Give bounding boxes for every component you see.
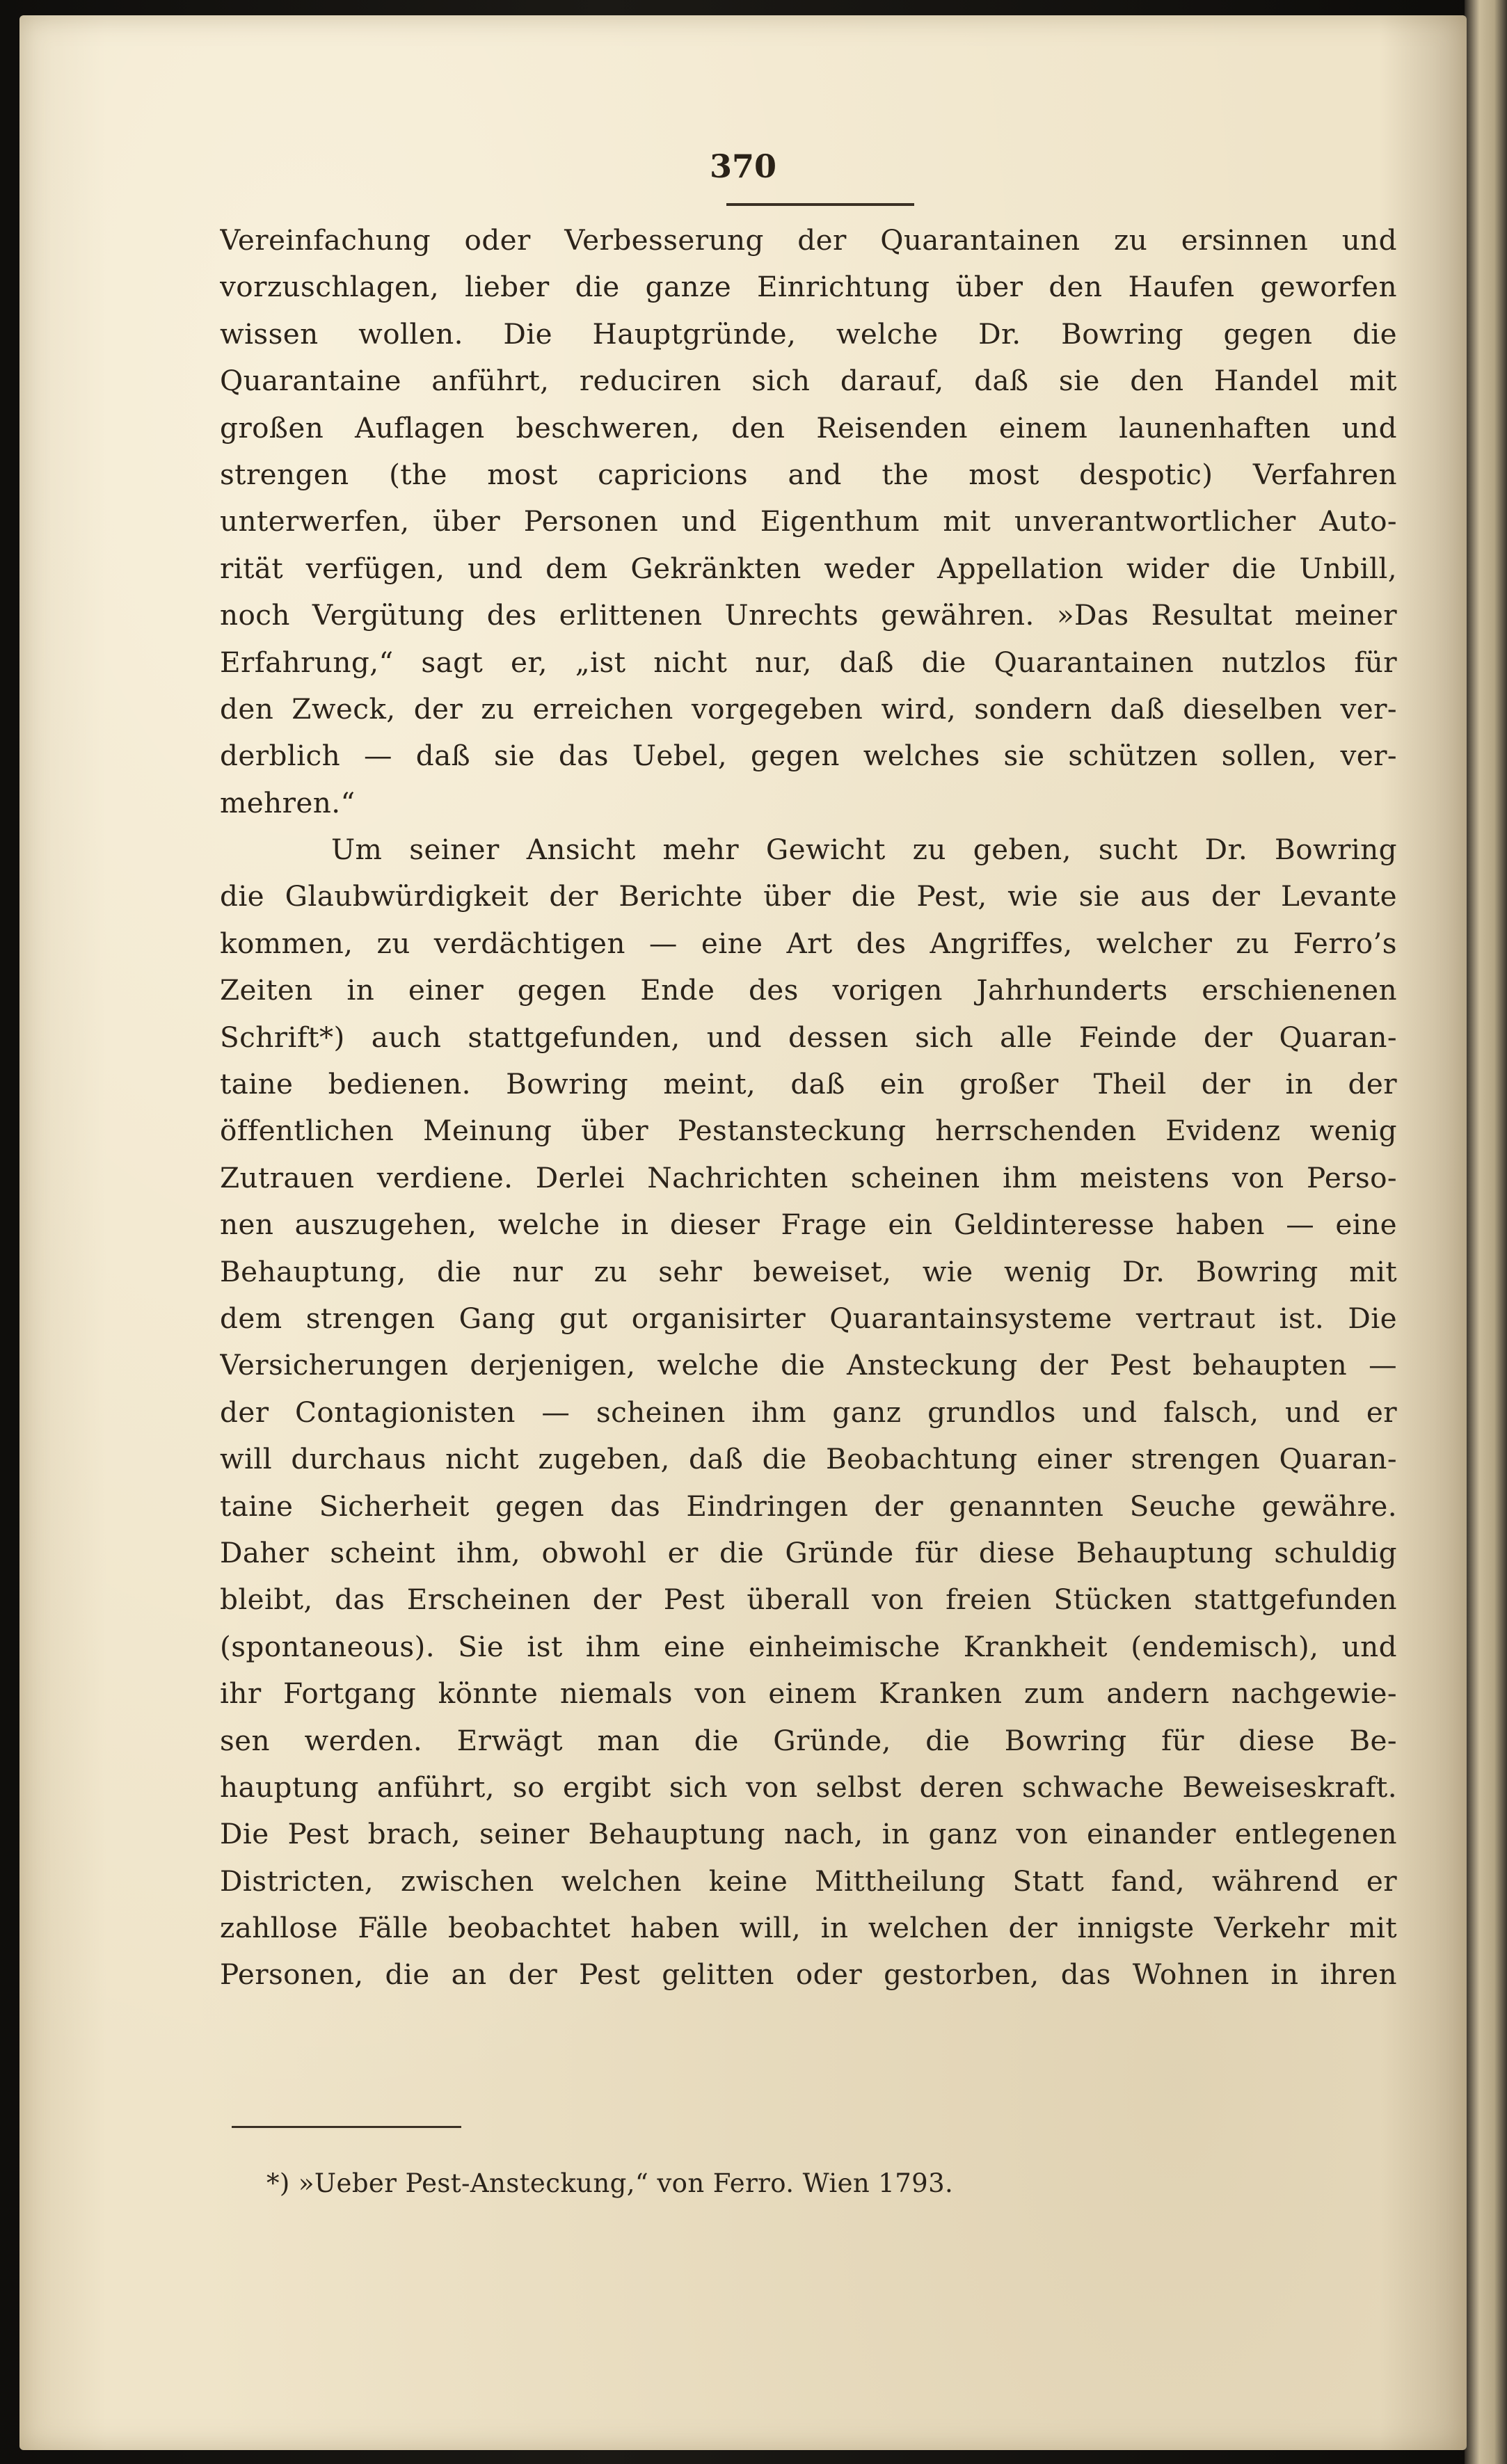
paragraph-2 [220, 826, 1397, 1999]
text-line: wissen wollen. Die Hauptgründe, welche Dr. Bowring gegen die [220, 317, 1397, 351]
text-line: Vereinfachung oder Verbesserung der Quarantainen zu ersinnen und [220, 223, 1397, 257]
text-line: den Zweck, der zu erreichen vorgegeben wird, sondern daß dieselben ver- [220, 691, 1397, 726]
text-line: will durchaus nicht zugeben, daß die Beobachtung einer strengen Quaran- [220, 1442, 1397, 1476]
text-line: Versicherungen derjenigen, welche die Ansteckung der Pest behaupten — [220, 1348, 1397, 1382]
text-line: dem strengen Gang gut organisirter Quarantainsysteme vertraut ist. Die [220, 1301, 1397, 1335]
text-line: derblich — daß sie das Uebel, gegen welches sie schützen sollen, ver- [220, 739, 1397, 773]
text-line: Behauptung, die nur zu sehr beweiset, wie wenig Dr. Bowring mit [220, 1254, 1397, 1288]
text-line: nen auszugehen, welche in dieser Frage ein Geldinteresse haben — eine [220, 1208, 1397, 1242]
text-line: ihr Fortgang könnte niemals von einem Kranken zum andern nachgewie- [220, 1677, 1397, 1711]
text-line: noch Vergütung des erlittenen Unrechts gewähren. »Das Resultat meiner [220, 598, 1397, 632]
book-page [19, 15, 1467, 2450]
header-rule [726, 203, 914, 206]
text-line: Personen, die an der Pest gelitten oder gestorben, das Wohnen in ihren [220, 1958, 1397, 1992]
text-line: großen Auflagen beschweren, den Reisenden einem launenhaften und [220, 410, 1397, 445]
text-line: mehren.“ [220, 785, 356, 819]
text-line: öffentlichen Meinung über Pestansteckung herrschenden Evidenz wenig [220, 1114, 1397, 1148]
text-line: rität verfügen, und dem Gekränkten weder Appellation wider die Unbill, [220, 551, 1397, 585]
text-line: Districten, zwischen welchen keine Mittheilung Statt fand, während er [220, 1864, 1397, 1898]
text-line: Zeiten in einer gegen Ende des vorigen Jahrhunderts erschienenen [220, 973, 1397, 1007]
page-number: 370 [709, 147, 777, 185]
footnote: *) »Ueber Pest-Ansteckung,“ von Ferro. Wien 1793. [266, 2168, 954, 2198]
text-line: sen werden. Erwägt man die Gründe, die Bowring für diese Be- [220, 1723, 1397, 1757]
text-line: Erfahrung,“ sagt er, „ist nicht nur, daß die Quarantainen nutzlos für [220, 645, 1397, 679]
text-line: unterwerfen, über Personen und Eigenthum mit unverantwortlicher Auto- [220, 504, 1397, 538]
body-text [220, 217, 1397, 1999]
text-line: hauptung anführt, so ergibt sich von selbst deren schwache Beweiseskraft. [220, 1770, 1397, 1804]
text-line: Die Pest brach, seiner Behauptung nach, in ganz von einander entlegenen [220, 1817, 1397, 1851]
text-line: taine Sicherheit gegen das Eindringen der genannten Seuche gewähre. [220, 1489, 1397, 1523]
text-line: Zutrauen verdiene. Derlei Nachrichten scheinen ihm meistens von Perso- [220, 1160, 1397, 1194]
text-line: Um seiner Ansicht mehr Gewicht zu geben, sucht Dr. Bowring [331, 833, 1397, 867]
text-line: die Glaubwürdigkeit der Berichte über die Pest, wie sie aus der Levante [220, 879, 1397, 913]
text-line: bleibt, das Erscheinen der Pest überall von freien Stücken stattgefunden [220, 1583, 1397, 1617]
text-line: Quarantaine anführt, reduciren sich darauf, daß sie den Handel mit [220, 364, 1397, 398]
paragraph-1 [220, 217, 1397, 826]
text-line: strengen (the most capricions and the most despotic) Verfahren [220, 457, 1397, 491]
text-line: zahllose Fälle beobachtet haben will, in welchen der innigste Verkehr mit [220, 1911, 1397, 1945]
text-line: Daher scheint ihm, obwohl er die Gründe für diese Behauptung schuldig [220, 1535, 1397, 1569]
text-line: der Contagionisten — scheinen ihm ganz grundlos und falsch, und er [220, 1395, 1397, 1429]
text-line: taine bedienen. Bowring meint, daß ein großer Theil der in der [220, 1067, 1397, 1101]
footnote-rule [232, 2126, 461, 2128]
text-line: vorzuschlagen, lieber die ganze Einrichtung über den Haufen geworfen [220, 270, 1397, 304]
text-line: Schrift*) auch stattgefunden, und dessen sich alle Feinde der Quaran- [220, 1020, 1397, 1054]
text-line: kommen, zu verdächtigen — eine Art des Angriffes, welcher zu Ferro’s [220, 926, 1397, 960]
facing-page-edge [1465, 0, 1507, 2464]
text-line: (spontaneous). Sie ist ihm eine einheimische Krankheit (endemisch), und [220, 1629, 1397, 1663]
